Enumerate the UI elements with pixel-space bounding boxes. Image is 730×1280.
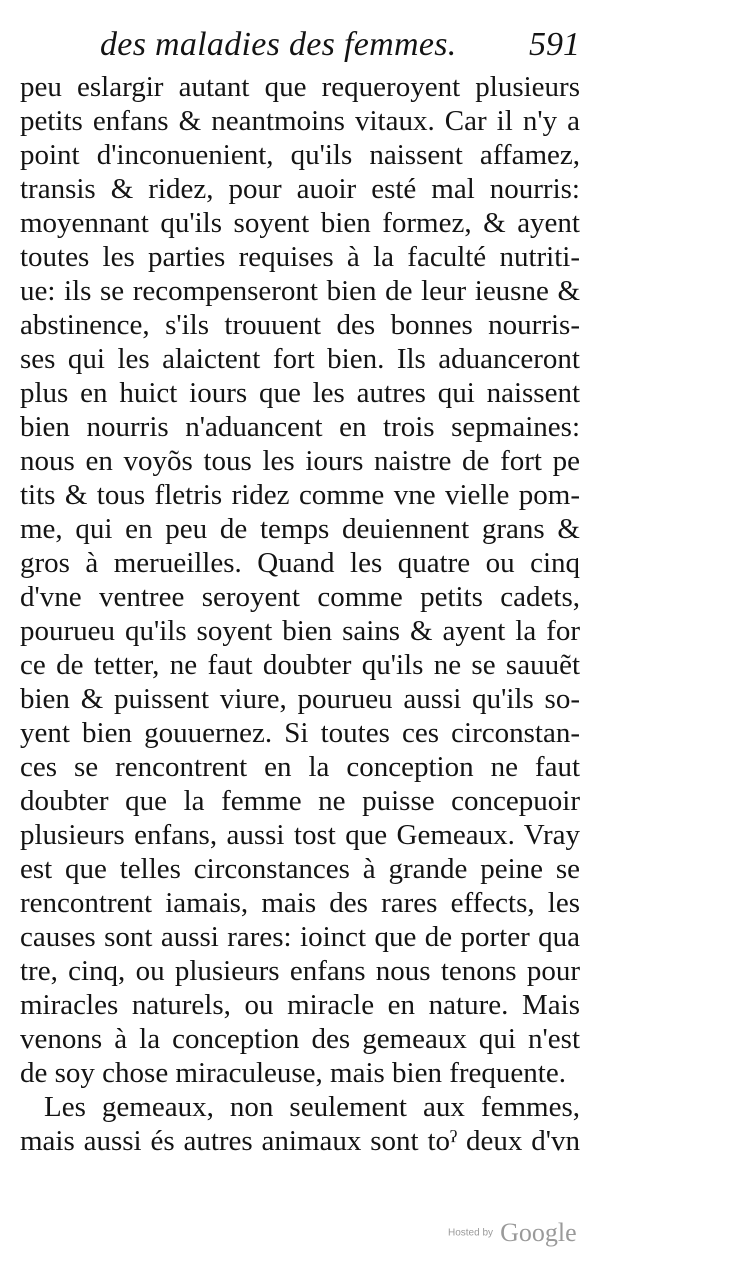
text-line: tits & tous fletris ridez comme vne vielle pom- [20, 479, 580, 511]
page-header [100, 18, 580, 68]
text-line: ses qui les alaictent fort bien. Ils aduanceront [20, 343, 580, 375]
text-line: mais aussi és autres animaux sont toˀ deux d'vn [20, 1125, 580, 1157]
text-line: moyennant qu'ils soyent bien formez, & ayent [20, 207, 580, 239]
text-line: causes sont aussi rares: ioinct que de porter qua [20, 921, 580, 953]
text-line: bien nourris n'aduancent en trois sepmaines: [20, 411, 580, 443]
text-line: abstinence, s'ils trouuent des bonnes nourris- [20, 309, 580, 341]
text-line: bien & puissent viure, pourueu aussi qu'ils so- [20, 683, 580, 715]
text-line: de soy chose miraculeuse, mais bien frequente. [20, 1057, 566, 1089]
text-line: miracles naturels, ou miracle en nature. Mais [20, 989, 580, 1021]
text-line: ce de tetter, ne faut doubter qu'ils ne se sauuẽt [20, 649, 580, 681]
body-text [20, 70, 580, 1158]
hosted-by-label: Hosted by [448, 1227, 494, 1239]
text-line: petits enfans & neantmoins vitaux. Car il n'y a [20, 105, 580, 137]
text-line: point d'inconuenient, qu'ils naissent affamez, [20, 139, 580, 171]
text-line: nous en voyõs tous les iours naistre de fort pe [20, 445, 580, 477]
text-line: ces se rencontrent en la conception ne faut [20, 751, 580, 783]
page-number: 591 [529, 26, 580, 63]
text-line: peu eslargir autant que requeroyent plusieurs [20, 71, 580, 103]
text-line: venons à la conception des gemeaux qui n'est [20, 1023, 580, 1055]
text-line: doubter que la femme ne puisse concepuoir [20, 785, 580, 817]
text-line: ue: ils se recompenseront bien de leur ieusne & [20, 275, 580, 307]
text-line: tre, cinq, ou plusieurs enfans nous tenons pour [20, 955, 580, 987]
text-line: plus en huict iours que les autres qui naissent [20, 377, 580, 409]
text-line: toutes les parties requises à la faculté nutriti- [20, 241, 580, 273]
text-line: est que telles circonstances à grande peine se [20, 853, 580, 885]
text-line: me, qui en peu de temps deuiennent grans & [20, 513, 580, 545]
text-line: gros à merueilles. Quand les quatre ou cinq [20, 547, 580, 579]
text-line: Les gemeaux, non seulement aux femmes, [44, 1091, 580, 1123]
text-line: yent bien gouuernez. Si toutes ces circonstan- [20, 717, 580, 749]
text-line: rencontrent iamais, mais des rares effects, les [20, 887, 580, 919]
hosted-by-google-watermark [448, 1218, 577, 1250]
text-line: d'vne ventree seroyent comme petits cadets, [20, 581, 580, 613]
google-logo-text: Google [500, 1218, 577, 1247]
text-line: transis & ridez, pour auoir esté mal nourris: [20, 173, 580, 205]
text-line: plusieurs enfans, aussi tost que Gemeaux. Vray [20, 819, 580, 851]
running-title: des maladies des femmes. [100, 26, 457, 63]
text-line: pourueu qu'ils soyent bien sains & ayent la for [20, 615, 580, 647]
